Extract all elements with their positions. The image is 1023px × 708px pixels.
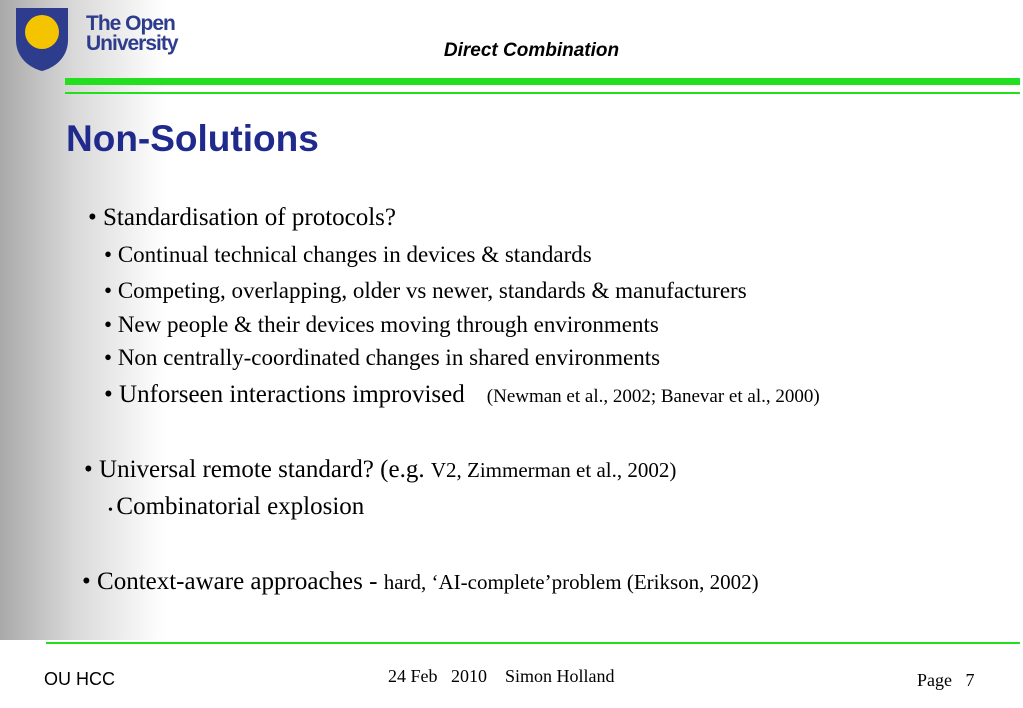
- sub-bullet-item: [104, 312, 659, 338]
- bullet-icon: •: [104, 278, 118, 303]
- logo-text-line1: The Open: [86, 12, 175, 35]
- sub-bullet-item: [104, 381, 820, 409]
- open-university-logo: [14, 6, 178, 72]
- bullet-icon: •: [82, 568, 98, 595]
- logo-text-line2: University: [86, 32, 178, 55]
- page-label: Page: [917, 670, 952, 690]
- bullet-icon: •: [104, 381, 120, 408]
- bullet-text: Continual technical changes in devices & standards: [117, 242, 592, 267]
- bullet-icon: •: [104, 345, 118, 370]
- citation: hard, ‘AI-complete’problem (Erikson, 2002): [383, 570, 759, 594]
- citation: V2, Zimmerman et al., 2002): [430, 458, 677, 482]
- bullet-text: Universal remote standard? (e.g.: [99, 456, 425, 483]
- bullet-icon: •: [84, 456, 100, 483]
- bottom-rule: [46, 642, 1020, 644]
- footer-left: OU HCC: [44, 669, 115, 689]
- shield-icon: [14, 6, 74, 72]
- bullet-text: Unforseen interactions improvised: [119, 381, 465, 408]
- top-rule-thin: [65, 92, 1020, 94]
- citation: (Newman et al., 2002; Banevar et al., 2000): [486, 386, 820, 407]
- bullet-text: Context-aware approaches -: [97, 568, 378, 595]
- top-rule-thick: [65, 78, 1020, 85]
- page-number-value: 7: [965, 670, 975, 690]
- bullet-icon: •: [88, 204, 104, 231]
- bullet-icon: •: [104, 312, 118, 337]
- sub-bullet-item: [108, 493, 364, 521]
- bullet-icon: •: [108, 503, 117, 518]
- bullet-text: Standardisation of protocols?: [103, 204, 397, 231]
- bullet-icon: •: [104, 242, 118, 267]
- sub-bullet-item: [104, 242, 592, 268]
- bullet-item: [88, 204, 396, 232]
- sub-bullet-item: [104, 345, 660, 371]
- header-title: Direct Combination: [443, 40, 620, 61]
- footer-center: 24 Feb 2010 Simon Holland: [388, 666, 615, 686]
- slide-title: Non-Solutions: [66, 118, 319, 159]
- bullet-item: [84, 456, 676, 484]
- bullet-text: Combinatorial explosion: [116, 493, 365, 520]
- sub-bullet-item: [104, 278, 747, 304]
- bullet-item: [82, 568, 759, 596]
- bullet-text: New people & their devices moving through environments: [117, 312, 659, 337]
- page-number: [917, 670, 975, 691]
- bullet-text: Non centrally-coordinated changes in shared environments: [117, 345, 661, 370]
- bullet-text: Competing, overlapping, older vs newer, standards & manufacturers: [117, 278, 747, 303]
